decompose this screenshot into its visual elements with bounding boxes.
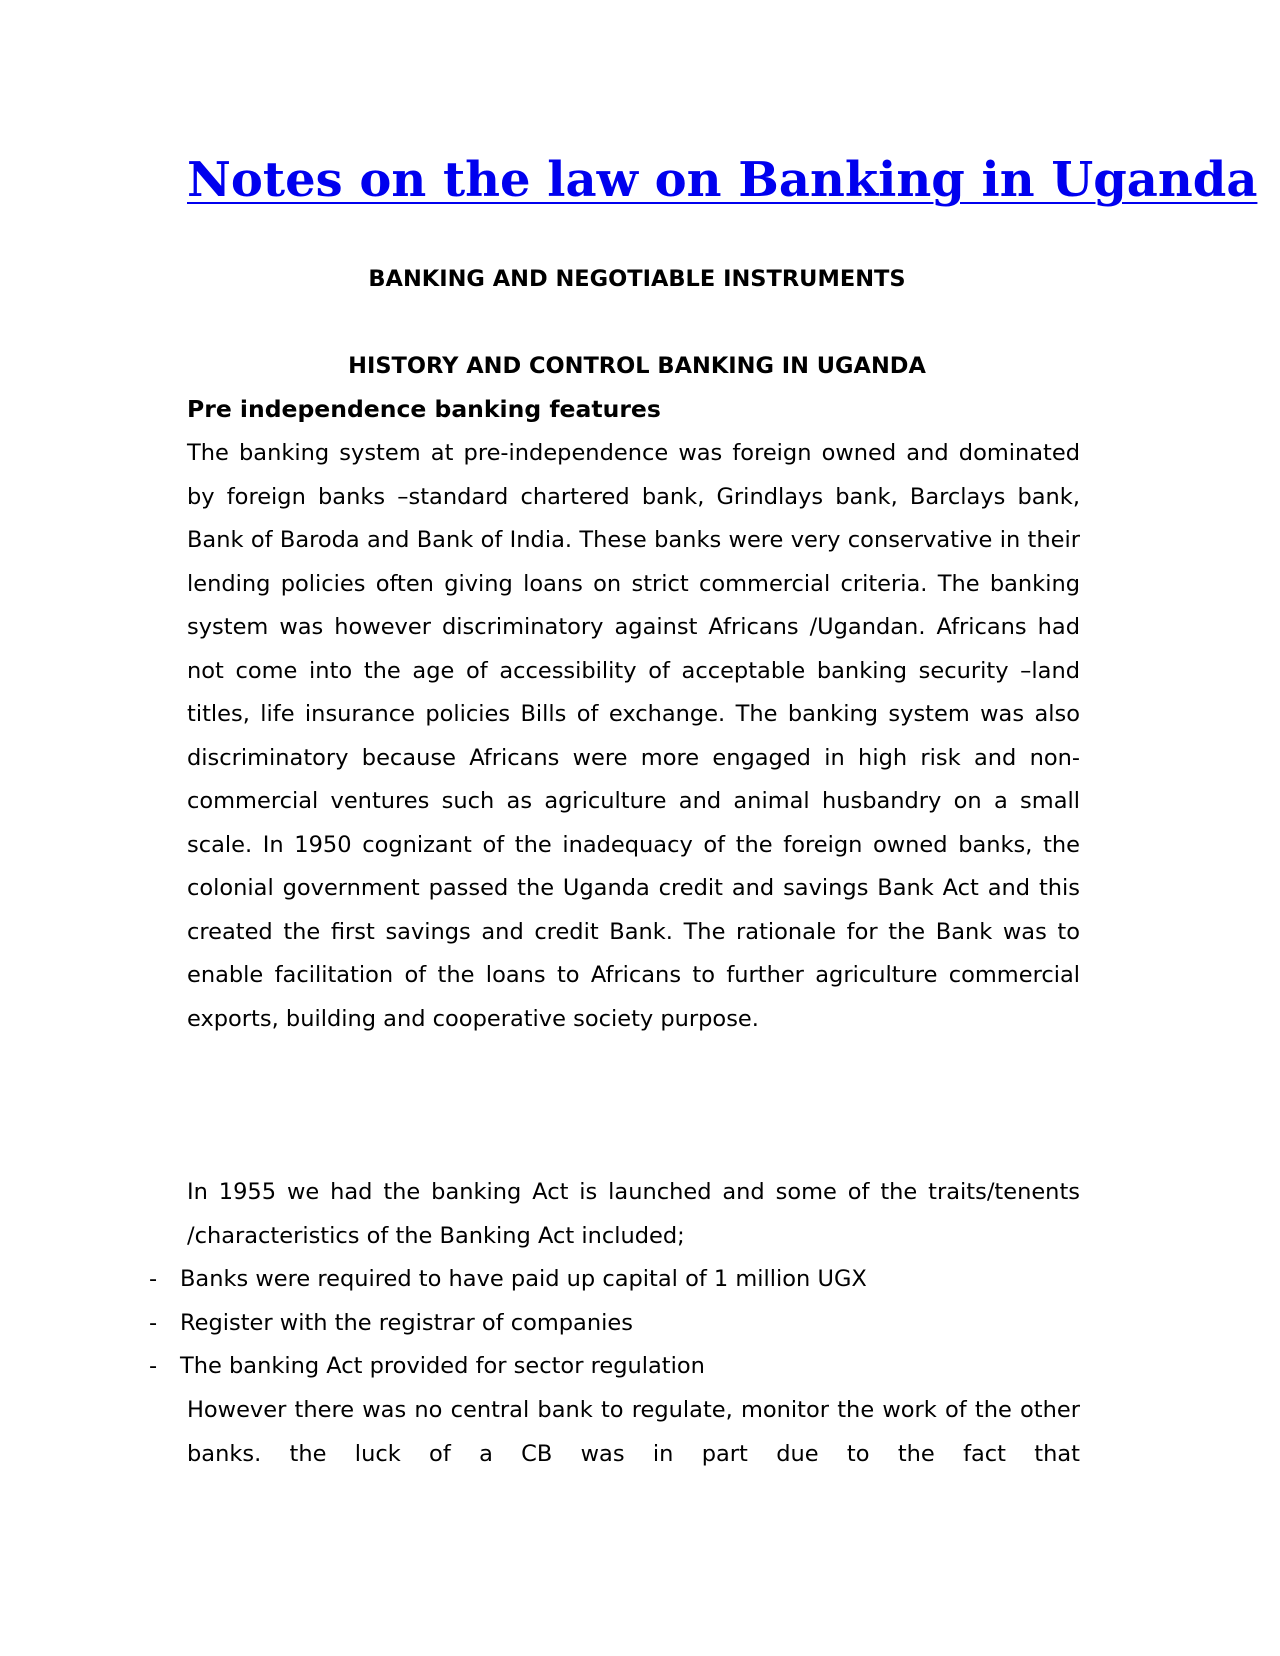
list-item-text: Banks were required to have paid up capital of 1 million UGX xyxy=(180,1266,867,1292)
paragraph-pre-independence: The banking system at pre-independence was foreign owned and dominated by foreign banks –standard chartered bank, Grindlays bank, Barclays bank, Bank of Baroda and Bank of India. These banks were very conservative in their lending policies often giving loans on strict commercial criteria. The banking system was however discriminatory against Africans /Ugandan. Africans had not come into the age of accessibility of acceptable banking security –land titles, life insurance policies Bills of exchange. The banking system was also discriminatory because Africans were more engaged in high risk and non-commercial ventures such as agriculture and animal husbandry on a small scale. In 1950 cognizant of the inadequacy of the foreign owned banks, the colonial government passed the Uganda credit and savings Bank Act and this created the first savings and credit Bank. The rationale for the Bank was to enable facilitation of the loans to Africans to further agriculture commercial exports, building and cooperative society purpose. xyxy=(187,440,1080,1032)
bullet-dash: - xyxy=(149,1266,158,1292)
document-title-link[interactable]: Notes on the law on Banking in Uganda xyxy=(187,152,1258,208)
paragraph-central-bank: However there was no central bank to regulate, monitor the work of the other banks. the luck of a CB was in part due to the fact that xyxy=(187,1397,1080,1467)
banking-act-traits-list xyxy=(149,1258,867,1389)
bullet-dash: - xyxy=(149,1353,158,1379)
list-item xyxy=(149,1345,867,1389)
list-item xyxy=(149,1258,867,1302)
section-heading-history-control: HISTORY AND CONTROL BANKING IN UGANDA xyxy=(348,353,926,379)
bullet-dash: - xyxy=(149,1309,158,1336)
subheading-pre-independence: Pre independence banking features xyxy=(187,395,661,423)
paragraph-banking-act-1955: In 1955 we had the banking Act is launched and some of the traits/tenents /characteristics of the Banking Act included; xyxy=(187,1179,1080,1249)
list-item xyxy=(149,1302,867,1346)
list-item-text: The banking Act provided for sector regulation xyxy=(180,1353,705,1379)
section-heading-banking-instruments: BANKING AND NEGOTIABLE INSTRUMENTS xyxy=(368,266,906,292)
list-item-text: Register with the registrar of companies xyxy=(180,1309,633,1336)
